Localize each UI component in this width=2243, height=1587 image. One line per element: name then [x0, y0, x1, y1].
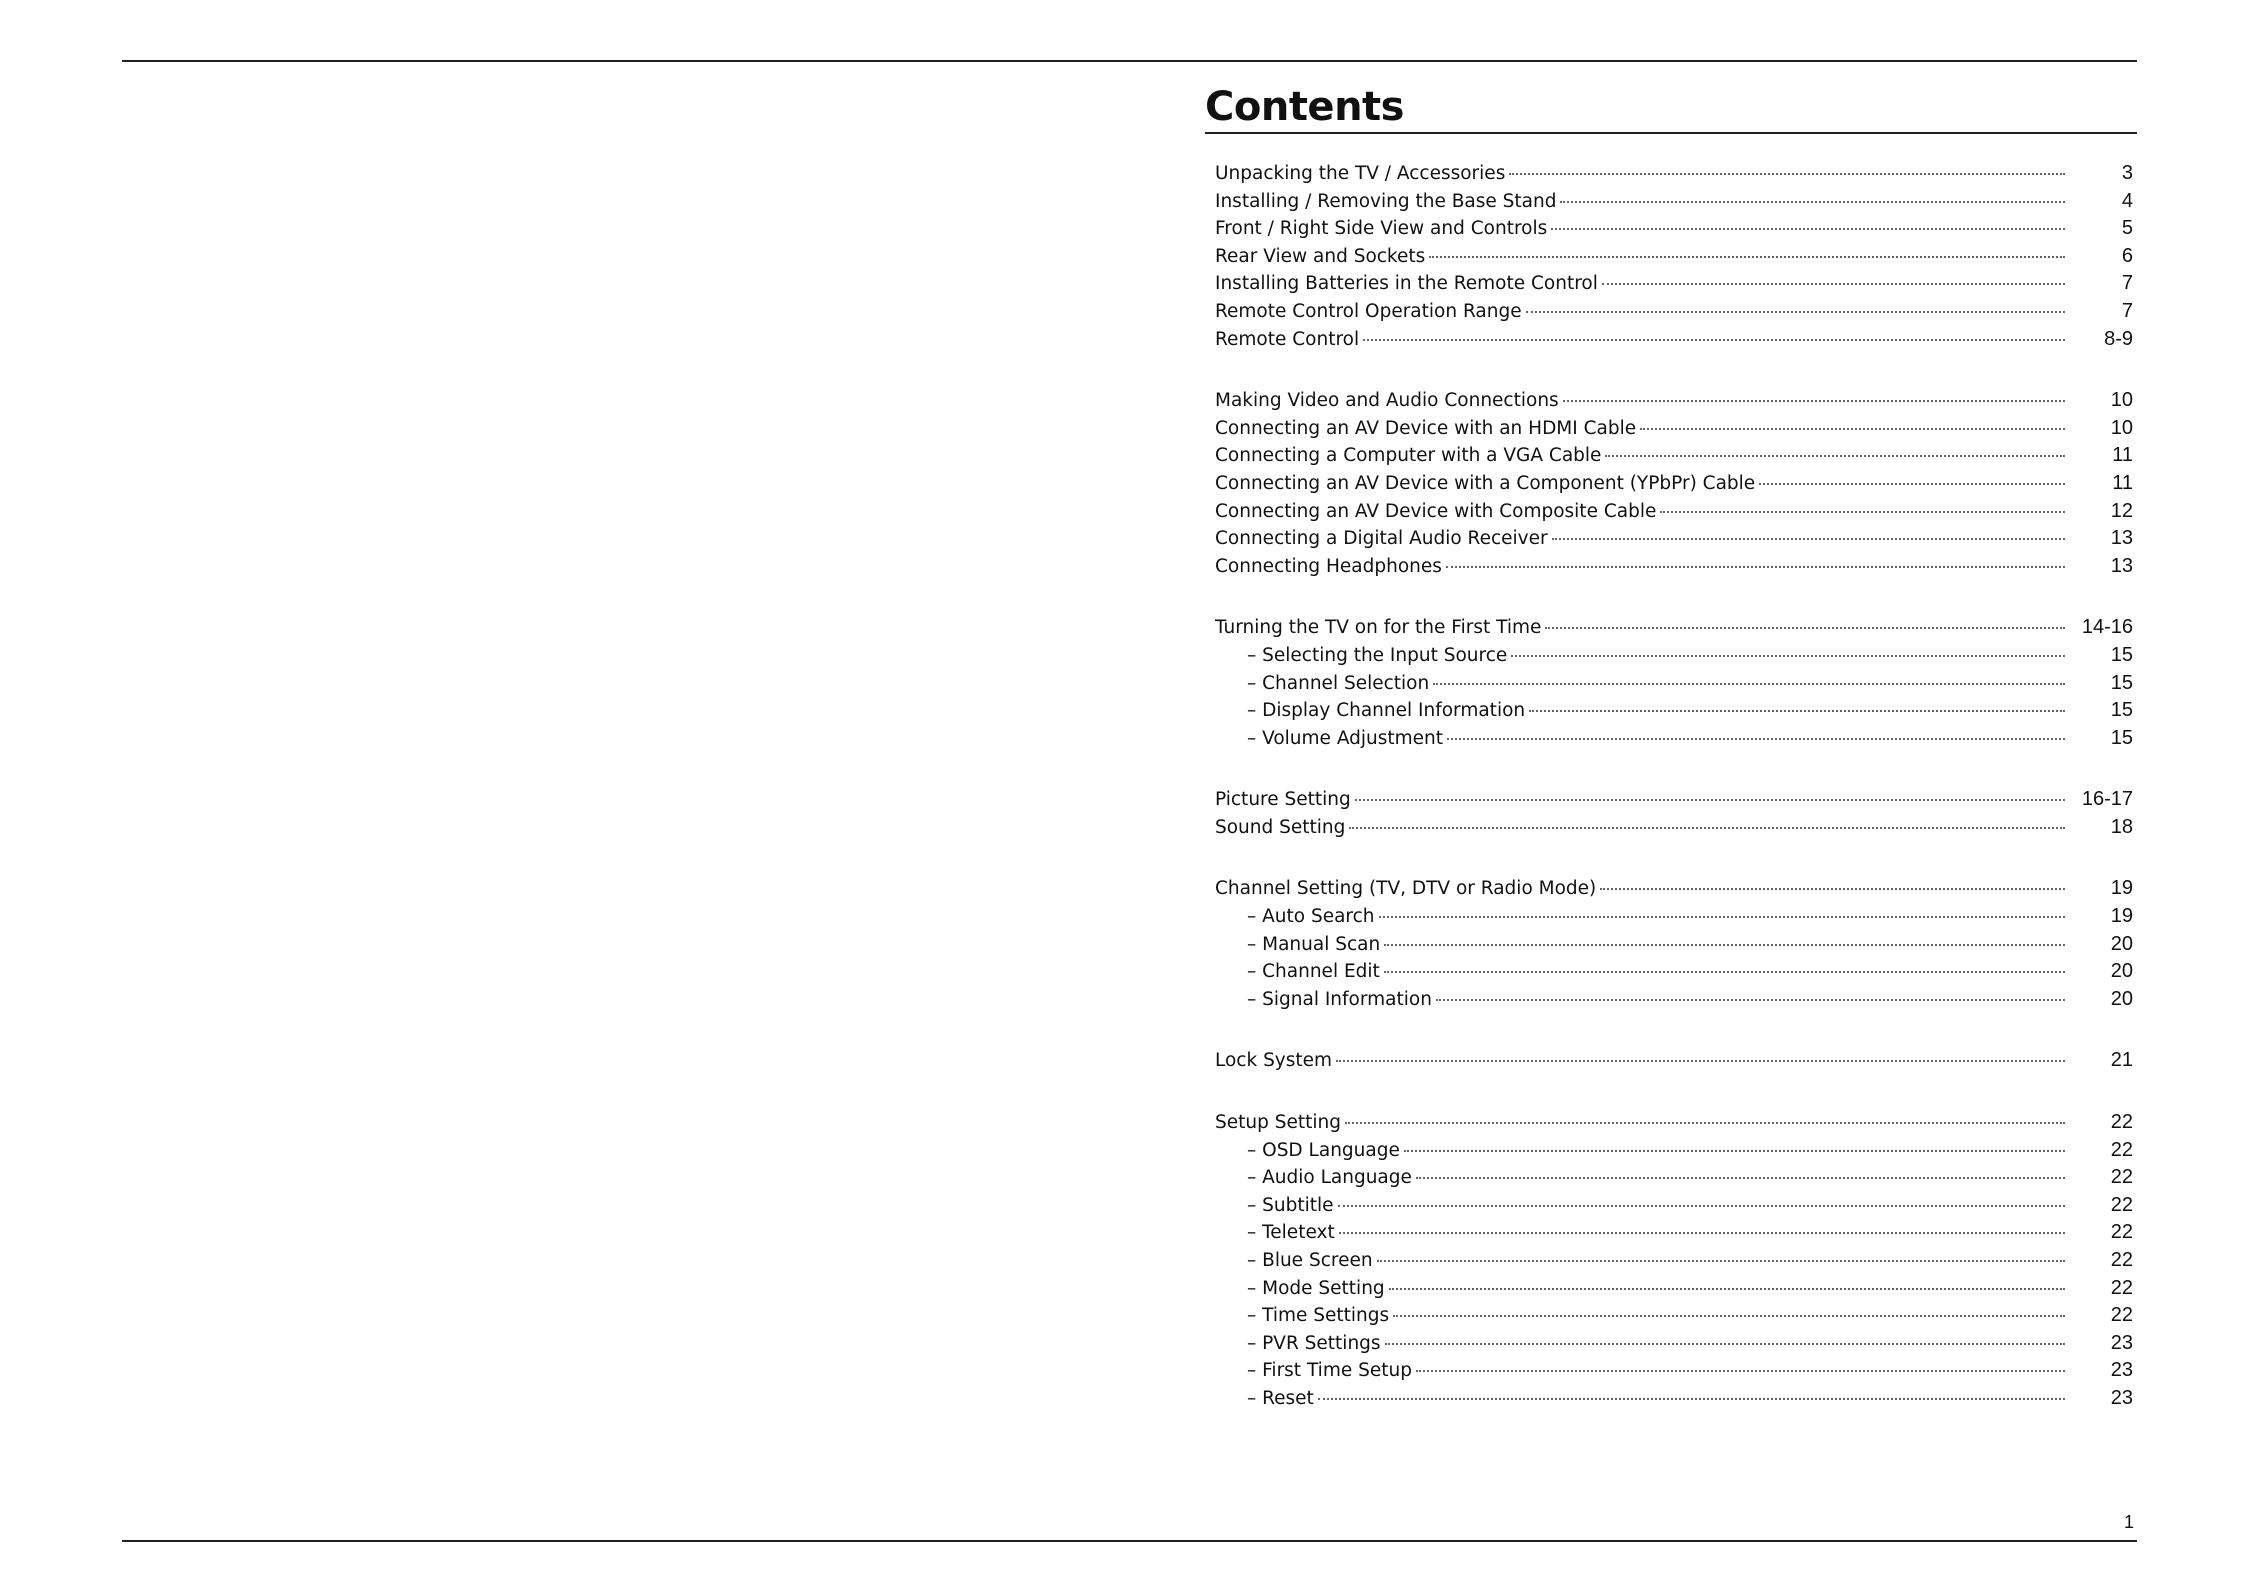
toc-entry-page: 19 — [2110, 877, 2133, 900]
toc-entry-page: 20 — [2110, 960, 2133, 983]
toc-entry-label: – Subtitle — [1247, 1194, 1334, 1216]
toc-entry-label: Picture Setting — [1215, 789, 1351, 811]
toc-entry-page: 22 — [2110, 1111, 2133, 1134]
dot-leader — [1384, 971, 2065, 973]
toc-entry-label: – Blue Screen — [1247, 1250, 1373, 1271]
dot-leader — [1355, 799, 2065, 801]
toc-entry[interactable] — [1205, 697, 2137, 725]
dot-leader — [1416, 1370, 2065, 1372]
toc-entry-label: Sound Setting — [1215, 816, 1346, 838]
toc-entry[interactable] — [1205, 814, 2137, 842]
dot-leader — [1345, 1122, 2065, 1124]
toc-entry-label: Connecting an AV Device with a Component (YPbPr) Cable — [1215, 472, 1756, 494]
dot-leader — [1433, 683, 2065, 685]
dot-leader — [1385, 1343, 2065, 1345]
dot-leader — [1416, 1177, 2065, 1179]
toc-entry-page: 15 — [2110, 671, 2133, 694]
toc-entry-page: 5 — [2121, 217, 2133, 240]
dot-leader — [1349, 827, 2065, 829]
dot-leader — [1339, 1232, 2065, 1234]
dot-leader — [1640, 428, 2065, 430]
toc-entry-label: – First Time Setup — [1247, 1360, 1412, 1382]
contents-title: Contents — [1205, 82, 2137, 134]
toc-entry-page: 10 — [2110, 389, 2133, 412]
toc-sections — [1205, 160, 2137, 1413]
toc-entry-page: 15 — [2110, 726, 2133, 749]
dot-leader — [1384, 944, 2065, 946]
toc-entry[interactable] — [1205, 442, 2137, 470]
toc-section — [1205, 1047, 2137, 1075]
dot-leader — [1560, 201, 2065, 203]
toc-entry-label: Remote Control — [1215, 328, 1360, 350]
toc-entry-page: 4 — [2121, 189, 2133, 212]
toc-entry[interactable] — [1205, 1247, 2137, 1275]
dot-leader — [1600, 888, 2065, 890]
toc-entry[interactable] — [1205, 1302, 2137, 1330]
toc-entry-page: 7 — [2121, 299, 2133, 322]
table-of-contents — [1205, 82, 2137, 1413]
toc-entry-page: 22 — [2110, 1276, 2133, 1299]
dot-leader — [1529, 710, 2065, 712]
dot-leader — [1660, 511, 2065, 513]
toc-entry[interactable] — [1205, 553, 2137, 581]
toc-entry-page: 10 — [2110, 416, 2133, 439]
toc-entry[interactable] — [1205, 786, 2137, 814]
dot-leader — [1602, 283, 2065, 285]
toc-section — [1205, 875, 2137, 1013]
toc-entry[interactable] — [1205, 1330, 2137, 1358]
toc-entry-page: 8-9 — [2104, 327, 2133, 350]
dot-leader — [1526, 311, 2065, 313]
toc-entry-page: 22 — [2110, 1221, 2133, 1244]
toc-entry[interactable] — [1205, 875, 2137, 903]
dot-leader — [1429, 256, 2065, 258]
toc-entry-label: – PVR Settings — [1247, 1332, 1381, 1354]
dot-leader — [1545, 627, 2065, 629]
dot-leader — [1393, 1315, 2065, 1317]
toc-entry-label: Lock System — [1215, 1050, 1333, 1072]
toc-entry-page: 20 — [2110, 932, 2133, 955]
toc-entry-label: – Mode Setting — [1247, 1277, 1385, 1299]
toc-entry[interactable] — [1205, 614, 2137, 642]
toc-entry[interactable] — [1205, 1219, 2137, 1247]
toc-entry-page: 6 — [2121, 244, 2133, 267]
toc-entry[interactable] — [1205, 387, 2137, 415]
dot-leader — [1336, 1060, 2065, 1062]
toc-entry[interactable] — [1205, 1385, 2137, 1413]
toc-entry-page: 11 — [2112, 444, 2133, 467]
toc-entry-page: 14-16 — [2081, 616, 2133, 639]
page-number: 1 — [2124, 1512, 2135, 1532]
toc-entry[interactable] — [1205, 270, 2137, 298]
toc-entry-label: Remote Control Operation Range — [1215, 300, 1522, 322]
toc-entry-page: 3 — [2121, 162, 2133, 184]
toc-entry-label: Setup Setting — [1215, 1112, 1341, 1134]
toc-entry-page: 15 — [2110, 699, 2133, 722]
dot-leader — [1436, 999, 2065, 1001]
toc-entry[interactable] — [1205, 986, 2137, 1014]
toc-entry-label: – Teletext — [1247, 1222, 1335, 1244]
dot-leader — [1377, 1260, 2065, 1262]
toc-entry-label: Rear View and Sockets — [1215, 245, 1426, 267]
toc-entry-label: Front / Right Side View and Controls — [1215, 218, 1548, 240]
toc-entry-page: 19 — [2110, 905, 2133, 928]
toc-entry[interactable] — [1205, 670, 2137, 698]
toc-entry-label: Unpacking the TV / Accessories — [1215, 163, 1506, 184]
toc-entry-label: – Volume Adjustment — [1247, 727, 1444, 749]
toc-entry-page: 22 — [2110, 1249, 2133, 1271]
dot-leader — [1551, 228, 2065, 230]
dot-leader — [1509, 173, 2065, 175]
dot-leader — [1605, 455, 2065, 457]
toc-entry-label: – Channel Edit — [1247, 961, 1380, 983]
toc-entry[interactable] — [1205, 326, 2137, 354]
toc-entry-page: 11 — [2112, 471, 2133, 494]
toc-section — [1205, 786, 2137, 841]
toc-entry-page: 13 — [2110, 527, 2133, 550]
toc-entry-page: 16-17 — [2081, 788, 2133, 811]
toc-entry-label: – Audio Language — [1247, 1167, 1412, 1189]
toc-entry-page: 23 — [2110, 1359, 2133, 1382]
toc-entry-label: Installing / Removing the Base Stand — [1215, 190, 1557, 212]
toc-section — [1205, 160, 2137, 353]
toc-entry-label: Connecting an AV Device with Composite Cable — [1215, 500, 1657, 522]
dot-leader — [1447, 738, 2065, 740]
toc-entry[interactable] — [1205, 958, 2137, 986]
toc-entry[interactable] — [1205, 1109, 2137, 1137]
dot-leader — [1389, 1288, 2065, 1290]
toc-entry-page: 7 — [2121, 272, 2133, 295]
toc-entry[interactable] — [1205, 1357, 2137, 1385]
toc-entry-label: – OSD Language — [1247, 1139, 1400, 1161]
toc-entry[interactable] — [1205, 1047, 2137, 1075]
toc-entry[interactable] — [1205, 188, 2137, 216]
toc-entry-label: Connecting a Computer with a VGA Cable — [1215, 445, 1602, 467]
toc-entry-page: 22 — [2110, 1304, 2133, 1327]
toc-entry-label: – Auto Search — [1247, 906, 1375, 928]
toc-section — [1205, 1109, 2137, 1413]
toc-entry-label: – Signal Information — [1247, 988, 1432, 1010]
toc-entry-page: 22 — [2110, 1193, 2133, 1216]
toc-entry-page: 23 — [2110, 1331, 2133, 1354]
toc-entry[interactable] — [1205, 903, 2137, 931]
toc-section — [1205, 614, 2137, 752]
dot-leader — [1552, 538, 2065, 540]
toc-entry-page: 22 — [2110, 1138, 2133, 1161]
toc-entry-page: 20 — [2110, 987, 2133, 1010]
toc-entry-page: 18 — [2110, 815, 2133, 838]
toc-entry[interactable] — [1205, 470, 2137, 498]
toc-entry[interactable] — [1205, 215, 2137, 243]
toc-entry[interactable] — [1205, 243, 2137, 271]
toc-entry-label: Connecting Headphones — [1215, 555, 1442, 577]
toc-entry-page: 22 — [2110, 1166, 2133, 1189]
toc-entry-label: Connecting an AV Device with an HDMI Cable — [1215, 417, 1637, 439]
toc-entry-label: Making Video and Audio Connections — [1215, 390, 1559, 412]
dot-leader — [1338, 1205, 2065, 1207]
toc-entry-label: Connecting a Digital Audio Receiver — [1215, 528, 1548, 550]
dot-leader — [1404, 1150, 2065, 1152]
toc-entry-label: Installing Batteries in the Remote Control — [1215, 273, 1598, 295]
toc-entry-label: – Selecting the Input Source — [1247, 644, 1508, 666]
toc-entry[interactable] — [1205, 415, 2137, 443]
toc-entry[interactable] — [1205, 725, 2137, 753]
bottom-rule — [122, 1540, 2137, 1542]
toc-entry-label: Channel Setting (TV, DTV or Radio Mode) — [1215, 878, 1597, 900]
toc-entry[interactable] — [1205, 160, 2137, 188]
toc-entry[interactable] — [1205, 1164, 2137, 1192]
toc-entry-label: – Channel Selection — [1247, 672, 1430, 694]
toc-entry-page: 21 — [2110, 1049, 2133, 1072]
toc-entry-label: – Reset — [1247, 1387, 1314, 1409]
dot-leader — [1363, 339, 2065, 341]
toc-entry[interactable] — [1205, 298, 2137, 326]
toc-entry-label: – Time Settings — [1247, 1305, 1390, 1327]
toc-entry-label: Turning the TV on for the First Time — [1215, 617, 1542, 639]
toc-entry-page: 13 — [2110, 554, 2133, 577]
toc-entry[interactable] — [1205, 1275, 2137, 1303]
toc-entry[interactable] — [1205, 525, 2137, 553]
toc-entry-page: 12 — [2110, 499, 2133, 522]
dot-leader — [1379, 916, 2065, 918]
toc-section — [1205, 387, 2137, 580]
toc-entry[interactable] — [1205, 1137, 2137, 1165]
toc-entry[interactable] — [1205, 931, 2137, 959]
dot-leader — [1318, 1398, 2065, 1400]
toc-entry[interactable] — [1205, 1192, 2137, 1220]
toc-entry-page: 15 — [2110, 643, 2133, 666]
toc-entry-page: 23 — [2110, 1386, 2133, 1409]
dot-leader — [1446, 566, 2065, 568]
toc-entry-label: – Display Channel Information — [1247, 700, 1526, 722]
top-rule — [122, 60, 2137, 62]
dot-leader — [1563, 400, 2065, 402]
dot-leader — [1759, 483, 2065, 485]
toc-entry-label: – Manual Scan — [1247, 933, 1381, 955]
toc-entry[interactable] — [1205, 642, 2137, 670]
dot-leader — [1511, 655, 2065, 657]
toc-entry[interactable] — [1205, 498, 2137, 526]
